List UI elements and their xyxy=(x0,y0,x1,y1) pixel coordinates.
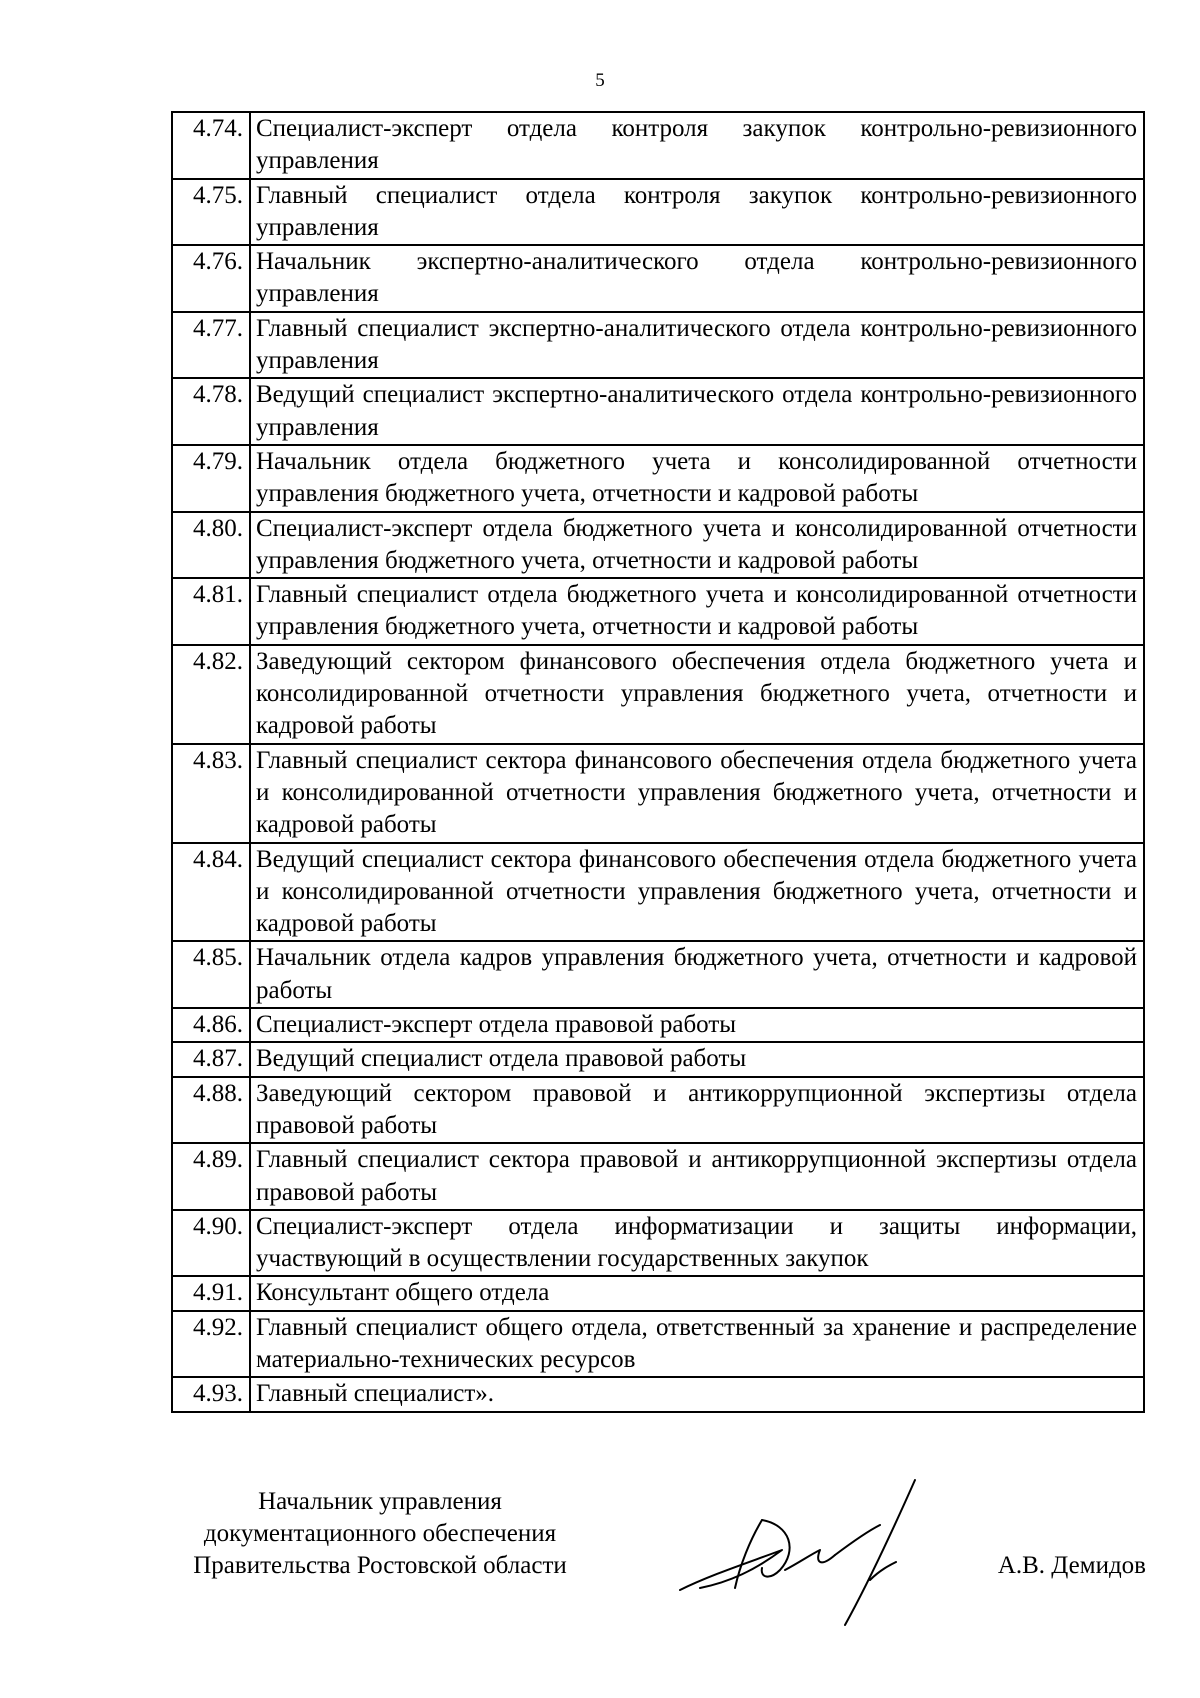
row-text: Специалист-эксперт отдела правовой работы xyxy=(250,1008,1144,1042)
row-number: 4.82. xyxy=(172,645,250,744)
table-row xyxy=(172,1042,1144,1076)
row-number: 4.80. xyxy=(172,512,250,579)
row-number: 4.78. xyxy=(172,378,250,445)
row-number: 4.93. xyxy=(172,1377,250,1411)
row-text: Ведущий специалист отдела правовой работы xyxy=(250,1042,1144,1076)
row-text: Заведующий сектором финансового обеспечения отдела бюджетного учета и консолидированной отчетности управления бюджетного учета, отчетности и кадровой работы xyxy=(250,645,1144,744)
row-text: Специалист-эксперт отдела бюджетного учета и консолидированной отчетности управления бюджетного учета, отчетности и кадровой работы xyxy=(250,512,1144,579)
row-text: Ведущий специалист сектора финансового обеспечения отдела бюджетного учета и консолидированной отчетности управления бюджетного учета, отчетности и кадровой работы xyxy=(250,843,1144,942)
row-text: Ведущий специалист экспертно-аналитического отдела контрольно-ревизионного управления xyxy=(250,378,1144,445)
row-text: Главный специалист отдела контроля закупок контрольно-ревизионного управления xyxy=(250,179,1144,246)
row-text: Заведующий сектором правовой и антикоррупционной экспертизы отдела правовой работы xyxy=(250,1077,1144,1144)
table-row xyxy=(172,1377,1144,1411)
row-text: Главный специалист сектора правовой и антикоррупционной экспертизы отдела правовой работы xyxy=(250,1143,1144,1210)
table-row xyxy=(172,1077,1144,1144)
handwritten-signature xyxy=(670,1470,970,1630)
row-text: Консультант общего отдела xyxy=(250,1276,1144,1310)
row-number: 4.85. xyxy=(172,941,250,1008)
row-number: 4.81. xyxy=(172,578,250,645)
table-row xyxy=(172,1210,1144,1277)
positions-table xyxy=(171,111,1145,1413)
table-row xyxy=(172,645,1144,744)
table-row xyxy=(172,1143,1144,1210)
table-row xyxy=(172,445,1144,512)
row-text: Главный специалист общего отдела, ответственный за хранение и распределение материально-технических ресурсов xyxy=(250,1311,1144,1378)
table-row xyxy=(172,179,1144,246)
row-number: 4.77. xyxy=(172,312,250,379)
table-row xyxy=(172,1276,1144,1310)
table-row xyxy=(172,245,1144,312)
row-text: Специалист-эксперт отдела информатизации и защиты информации, участвующий в осуществлении государственных закупок xyxy=(250,1210,1144,1277)
page-number: 5 xyxy=(595,70,605,91)
row-text: Главный специалист». xyxy=(250,1377,1144,1411)
row-number: 4.83. xyxy=(172,744,250,843)
row-number: 4.79. xyxy=(172,445,250,512)
signatory-title-line: Правительства Ростовской области xyxy=(193,1552,567,1579)
row-number: 4.90. xyxy=(172,1210,250,1277)
table-row xyxy=(172,744,1144,843)
table-row xyxy=(172,112,1144,179)
row-number: 4.86. xyxy=(172,1008,250,1042)
table-row xyxy=(172,512,1144,579)
table-row xyxy=(172,1008,1144,1042)
row-text: Главный специалист отдела бюджетного учета и консолидированной отчетности управления бюджетного учета, отчетности и кадровой работы xyxy=(250,578,1144,645)
table-row xyxy=(172,843,1144,942)
row-number: 4.74. xyxy=(172,112,250,179)
row-number: 4.87. xyxy=(172,1042,250,1076)
row-number: 4.84. xyxy=(172,843,250,942)
row-number: 4.92. xyxy=(172,1311,250,1378)
signatory-title-line: документационного обеспечения xyxy=(203,1520,557,1547)
row-text: Специалист-эксперт отдела контроля закупок контрольно-ревизионного управления xyxy=(250,112,1144,179)
table-row xyxy=(172,312,1144,379)
row-number: 4.89. xyxy=(172,1143,250,1210)
row-text: Начальник экспертно-аналитического отдела контрольно-ревизионного управления xyxy=(250,245,1144,312)
row-number: 4.88. xyxy=(172,1077,250,1144)
signatory-title xyxy=(170,1486,590,1582)
row-number: 4.76. xyxy=(172,245,250,312)
row-text: Начальник отдела кадров управления бюджетного учета, отчетности и кадровой работы xyxy=(250,941,1144,1008)
table-row xyxy=(172,1311,1144,1378)
row-text: Начальник отдела бюджетного учета и консолидированной отчетности управления бюджетного учета, отчетности и кадровой работы xyxy=(250,445,1144,512)
signatory-name: А.В. Демидов xyxy=(997,1552,1146,1579)
table-row xyxy=(172,578,1144,645)
row-number: 4.91. xyxy=(172,1276,250,1310)
signatory-title-line: Начальник управления xyxy=(258,1488,502,1515)
row-text: Главный специалист экспертно-аналитического отдела контрольно-ревизионного управления xyxy=(250,312,1144,379)
table-row xyxy=(172,378,1144,445)
table-row xyxy=(172,941,1144,1008)
row-number: 4.75. xyxy=(172,179,250,246)
row-text: Главный специалист сектора финансового обеспечения отдела бюджетного учета и консолидированной отчетности управления бюджетного учета, отчетности и кадровой работы xyxy=(250,744,1144,843)
